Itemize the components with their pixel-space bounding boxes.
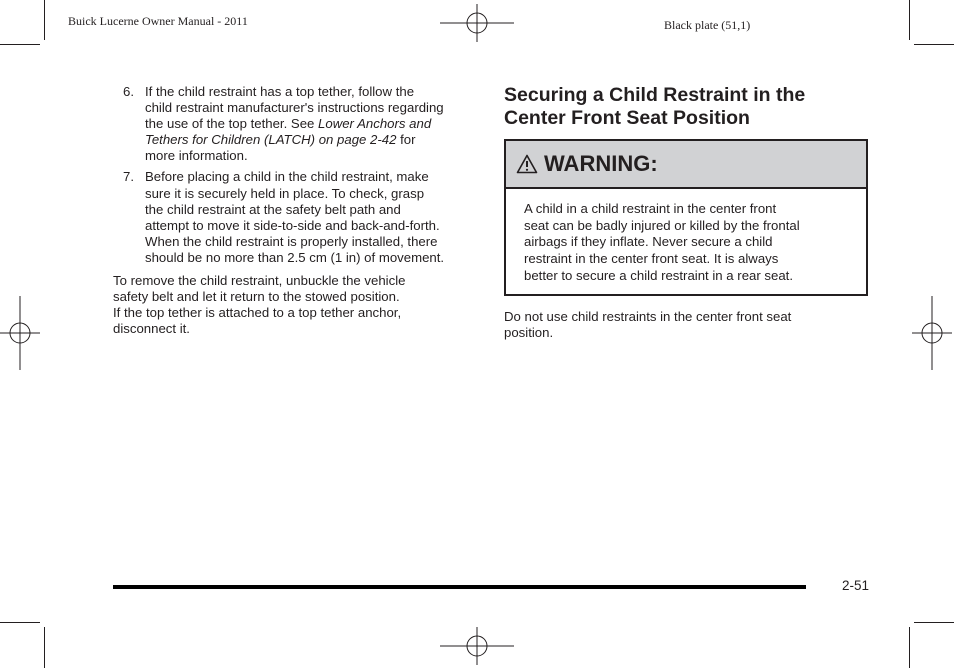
left-column xyxy=(113,84,479,337)
header-manual-title: Buick Lucerne Owner Manual - 2011 xyxy=(68,14,248,28)
page-number: 2-51 xyxy=(842,578,870,593)
warning-line: seat can be badly injured or killed by the frontal xyxy=(524,217,800,233)
warning-header xyxy=(506,141,866,189)
page-reference[interactable]: on page 2-42 xyxy=(315,132,397,148)
paragraph-line: disconnect it. xyxy=(113,321,190,337)
step-line: Before placing a child in the child restraint, make xyxy=(145,169,429,185)
section-heading xyxy=(504,84,868,130)
cross-reference-link[interactable]: Lower Anchors and xyxy=(318,116,432,132)
warning-line: restraint in the center front seat. It is always xyxy=(524,251,779,267)
paragraph-line: safety belt and let it return to the stowed position. xyxy=(113,289,400,305)
header-plate-info: Black plate (51,1) xyxy=(664,18,751,32)
step-number: 7. xyxy=(123,169,134,185)
registration-mark-top-icon xyxy=(440,4,514,42)
paragraph-line: Do not use child restraints in the center front seat xyxy=(504,309,792,324)
paragraph-line: To remove the child restraint, unbuckle the vehicle xyxy=(113,273,406,289)
registration-mark-left-icon xyxy=(0,296,40,370)
step-6 xyxy=(113,84,479,164)
warning-title: WARNING: xyxy=(544,151,658,176)
registration-mark-right-icon xyxy=(912,296,952,370)
warning-line: airbags if they inflate. Never secure a child xyxy=(524,234,773,250)
warning-body xyxy=(506,189,866,285)
step-line: sure it is securely held in place. To check, grasp xyxy=(145,185,425,201)
step-line: more information. xyxy=(145,148,248,164)
heading-line: Securing a Child Restraint in the xyxy=(504,84,806,106)
registration-mark-bottom-icon xyxy=(440,627,514,665)
step-number: 6. xyxy=(123,84,134,99)
instruction-steps xyxy=(113,84,479,266)
step-text: the use of the top tether. See xyxy=(145,116,319,132)
step-line: When the child restraint is properly installed, there xyxy=(145,233,438,249)
step-line: should be no more than 2.5 cm (1 in) of movement. xyxy=(145,249,445,265)
warning-line: better to secure a child restraint in a rear seat. xyxy=(524,267,794,283)
warning-line: A child in a child restraint in the center front xyxy=(524,201,777,216)
step-line: child restraint manufacturer's instructions regarding xyxy=(145,100,444,116)
step-text: for xyxy=(396,132,416,148)
cross-reference-link[interactable]: Tethers for Children (LATCH) xyxy=(145,132,316,148)
center-seat-note xyxy=(504,309,868,341)
heading-line: Center Front Seat Position xyxy=(504,107,750,129)
step-7 xyxy=(113,169,479,266)
paragraph-line: If the top tether is attached to a top tether anchor, xyxy=(113,305,402,321)
warning-box xyxy=(504,139,868,296)
step-line xyxy=(145,116,479,132)
footer-rule xyxy=(113,585,806,589)
right-column xyxy=(504,84,868,130)
removal-paragraph xyxy=(113,273,479,337)
step-line: If the child restraint has a top tether, follow the xyxy=(145,84,415,99)
step-line: attempt to move it side-to-side and back-and-forth. xyxy=(145,217,440,233)
step-line xyxy=(145,132,479,148)
paragraph-line: position. xyxy=(504,325,554,340)
step-line: the child restraint at the safety belt path and xyxy=(145,201,401,217)
warning-triangle-icon xyxy=(516,154,538,174)
